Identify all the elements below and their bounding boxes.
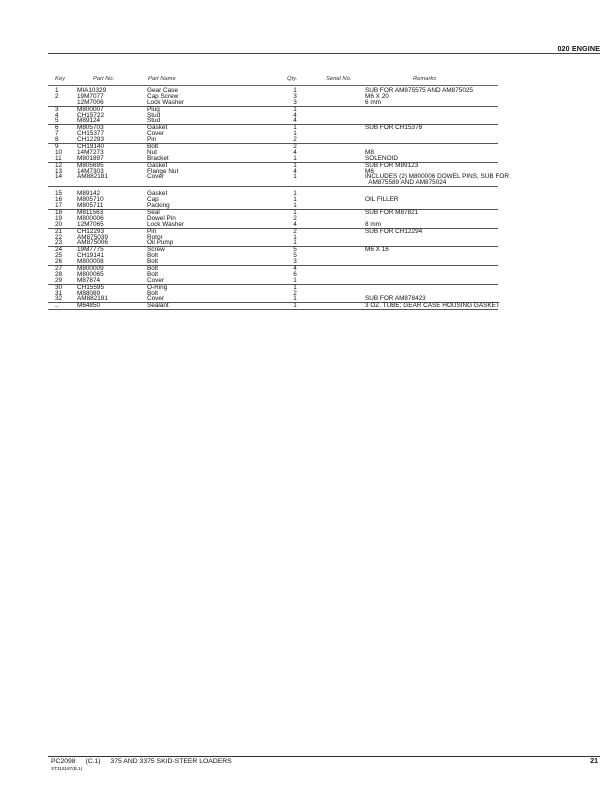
footer-sub-code: ST316187(B.1) [51,766,83,771]
column-header-part-no: Part No. [93,76,115,82]
remarks-cell: SUB FOR CH15378 [365,124,423,132]
remarks-cell: M6 X 20 [365,92,389,100]
part-name-cell: Dowel Pin [147,214,176,222]
part-no-cell: M800008 [77,258,104,266]
key-cell: 10 [55,148,63,156]
part-no-cell: CH12293 [77,227,105,235]
qty-cell: 1 [293,173,297,181]
part-no-cell: M800065 [77,270,104,278]
part-no-cell: 12M7065 [77,220,104,228]
part-name-cell: Flange Nut [147,167,179,175]
part-no-cell: M89142 [77,190,101,198]
part-no-cell: 19M7077 [77,92,104,100]
key-cell: 12 [55,161,63,169]
qty-cell: 5 [293,246,297,254]
part-no-cell: 14M7303 [77,167,104,175]
key-cell: 27 [55,264,63,272]
parts-group [48,285,498,304]
table-row [48,259,498,265]
qty-cell: 4 [293,117,297,125]
qty-cell: 4 [293,220,297,228]
part-name-cell: Cover [147,130,165,138]
qty-cell: 1 [293,295,297,303]
key-cell: 18 [55,208,63,216]
part-name-cell: Stud [147,111,161,119]
part-no-cell: CH15595 [77,283,105,291]
part-no-cell: CH15377 [77,130,105,138]
part-no-cell: AM875006 [77,239,108,247]
key-cell: 3 [55,105,59,113]
key-cell: 16 [55,196,63,204]
part-no-cell: 12M7006 [77,98,104,106]
part-no-cell: M89124 [77,117,101,125]
key-cell: 31 [55,289,63,297]
key-cell: 32 [55,295,63,303]
remarks-cell: SUB FOR CH12294 [365,227,423,235]
part-name-cell: Gasket [147,161,168,169]
qty-cell: 4 [293,264,297,272]
column-header-remarks: Remarks [413,76,437,82]
parts-group [48,161,509,188]
key-cell: 1 [55,87,59,94]
part-name-cell: Lock Washer [147,98,185,106]
header-rule [48,85,498,86]
remarks-cell: SUB FOR AM875575 AND AM875025 [365,87,473,94]
qty-cell: 2 [293,136,297,144]
key-cell: 6 [55,124,59,132]
parts-group [48,88,498,107]
qty-cell: 1 [293,233,297,241]
footer-line [51,758,240,765]
key-cell: 4 [55,111,59,119]
table-row [48,100,498,106]
part-name-cell: Cap [147,196,159,204]
remarks-cell: M6 X 16 [365,246,389,254]
part-no-cell: M88089 [77,289,101,297]
part-no-cell: CH15722 [77,111,105,119]
part-name-cell: Gasket [147,190,168,198]
part-name-cell: Seal [147,208,160,216]
qty-cell: 3 [293,98,297,106]
remarks-cell: SUB FOR M87821 [365,208,419,216]
key-cell: 25 [55,252,63,260]
part-name-cell: Bolt [147,258,159,266]
part-name-cell: Bolt [147,289,159,297]
key-cell: 8 [55,136,59,144]
part-name-cell: Pin [147,227,157,235]
qty-cell: 1 [293,130,297,138]
remarks-line: INCLUDES (2) M800006 DOWEL PINS, SUB FOR [365,173,509,181]
qty-cell: 4 [293,167,297,175]
key-cell: 23 [55,239,63,247]
qty-cell: 1 [293,276,297,284]
top-rule [48,53,600,54]
footer-rule [48,756,600,757]
qty-cell: 1 [293,105,297,113]
parts-group [48,191,498,210]
part-no-cell: CH12293 [77,136,105,144]
parts-group [48,107,498,126]
part-no-cell: M811563 [77,208,104,216]
key-cell: 5 [55,117,59,125]
key-cell: 26 [55,258,63,266]
parts-group [48,266,498,285]
part-name-cell: Pin [147,136,157,144]
part-no-cell: M800007 [77,105,104,113]
part-name-cell: Screw [147,246,165,254]
footer-revision: (C.1) [85,758,101,765]
part-name-cell: Bolt [147,252,159,260]
part-no-cell: AM882181 [77,173,108,181]
key-cell: 30 [55,283,63,291]
qty-cell: 1 [293,87,297,94]
qty-cell: 5 [293,252,297,260]
qty-cell: 1 [293,239,297,247]
key-cell: 11 [55,154,62,162]
parts-group [48,125,498,144]
remarks-cell: 3 OZ. TUBE; GEAR CASE HOUSING GASKET [365,302,500,310]
key-cell: 13 [55,167,63,175]
part-no-cell: CH19140 [77,143,105,151]
column-header-key: Key [55,76,65,82]
qty-cell: 1 [293,302,297,310]
parts-group [48,144,498,163]
parts-group [48,210,498,229]
part-name-cell: Cover [147,295,165,303]
qty-cell: 1 [293,283,297,291]
qty-cell: 3 [293,92,297,100]
part-name-cell: Rotor [147,233,163,241]
qty-cell: 6 [293,270,297,278]
remarks-cell: SUB FOR M89123 [365,161,419,169]
section-title: 020 ENGINE [557,44,600,53]
part-name-cell: Bolt [147,143,159,151]
qty-cell: 2 [293,289,297,297]
parts-table [48,87,509,310]
remarks-cell: SOLENOID [365,154,399,162]
key-cell: 28 [55,270,63,278]
part-name-cell: Gear Case [147,87,178,94]
qty-cell: 1 [293,196,297,204]
key-cell: 9 [55,143,59,151]
part-no-cell: M805695 [77,161,104,169]
table-row [48,278,498,284]
part-name-cell: Cover [147,276,165,284]
part-no-cell: M805711 [77,202,104,210]
table-row [48,240,498,246]
qty-cell: 1 [293,202,297,210]
key-cell: 2 [55,92,59,100]
part-name-cell: Stud [147,117,161,125]
parts-group [48,229,498,248]
part-name-cell: Plug [147,105,160,113]
key-cell: 17 [55,202,63,210]
remarks-line: AM875589 AND AM875024 [365,179,447,187]
key-cell: 19 [55,214,63,222]
part-name-cell: Packing [147,202,170,210]
key-cell: 22 [55,233,63,241]
key-cell: 14 [55,173,63,181]
table-row [48,173,509,187]
key-cell: 20 [55,220,63,228]
column-header-serial-no: Serial No. [326,76,352,82]
part-name-cell: Gasket [147,124,168,132]
remarks-cell: OIL FILLER [365,196,399,204]
qty-cell: 2 [293,227,297,235]
qty-cell: 1 [293,190,297,198]
key-cell: .. [55,302,59,310]
footer-title: 375 AND 3375 SKID-STEER LOADERS [110,758,232,765]
part-name-cell: O-Ring [147,283,168,291]
footer-doc-code: PC2098 [51,758,76,765]
key-cell: 15 [55,190,63,198]
part-no-cell: M64850 [77,302,101,310]
key-cell: 7 [55,130,59,138]
qty-cell: 2 [293,143,297,151]
part-name-cell: Nut [147,148,157,156]
part-no-cell: AM882181 [77,295,108,303]
parts-group [48,303,498,310]
remarks-cell: M8 [365,148,374,156]
qty-cell: 4 [293,148,297,156]
table-row [48,118,498,124]
table-row [48,156,498,162]
qty-cell: 1 [293,208,297,216]
column-header-qty: Qty. [287,76,298,82]
qty-cell: 1 [293,124,297,132]
key-cell: 21 [55,227,63,235]
remarks-cell: M6 [365,167,374,175]
part-no-cell: M800006 [77,214,104,222]
remarks-cell: SUB FOR AM878423 [365,295,426,303]
part-no-cell: M800009 [77,264,104,272]
part-no-cell: CH19141 [77,252,105,260]
part-name-cell: Cover [147,173,165,181]
qty-cell: 4 [293,111,297,119]
key-cell: 29 [55,276,63,284]
part-name-cell: Lock Washer [147,220,185,228]
part-no-cell: M87874 [77,276,101,284]
part-no-cell: AM875039 [77,233,108,241]
table-row [48,303,498,309]
part-no-cell: MIA10329 [77,87,107,94]
qty-cell: 1 [293,161,297,169]
part-name-cell: Bolt [147,270,159,278]
part-name-cell: Sealant [147,302,169,310]
qty-cell: 2 [293,214,297,222]
part-name-cell: Oil Pump [147,239,174,247]
part-no-cell: M805703 [77,124,104,132]
table-row [48,203,498,209]
column-header-part-name: Part Name [148,76,176,82]
part-name-cell: Cap Screw [147,92,179,100]
part-no-cell: M805710 [77,196,104,204]
qty-cell: 3 [293,258,297,266]
remarks-cell [365,174,509,186]
part-no-cell: 14M7273 [77,148,104,156]
remarks-cell: 6 mm [365,98,381,106]
part-name-cell: Bracket [147,154,169,162]
part-no-cell: 19M7775 [77,246,104,254]
table-row [48,222,498,228]
page-number: 21 [590,758,598,765]
parts-group [48,247,498,266]
remarks-cell: 8 mm [365,220,381,228]
key-cell: 24 [55,246,63,254]
table-row [48,137,498,143]
part-no-cell: M801897 [77,154,104,162]
qty-cell: 1 [293,154,297,162]
part-name-cell: Bolt [147,264,159,272]
